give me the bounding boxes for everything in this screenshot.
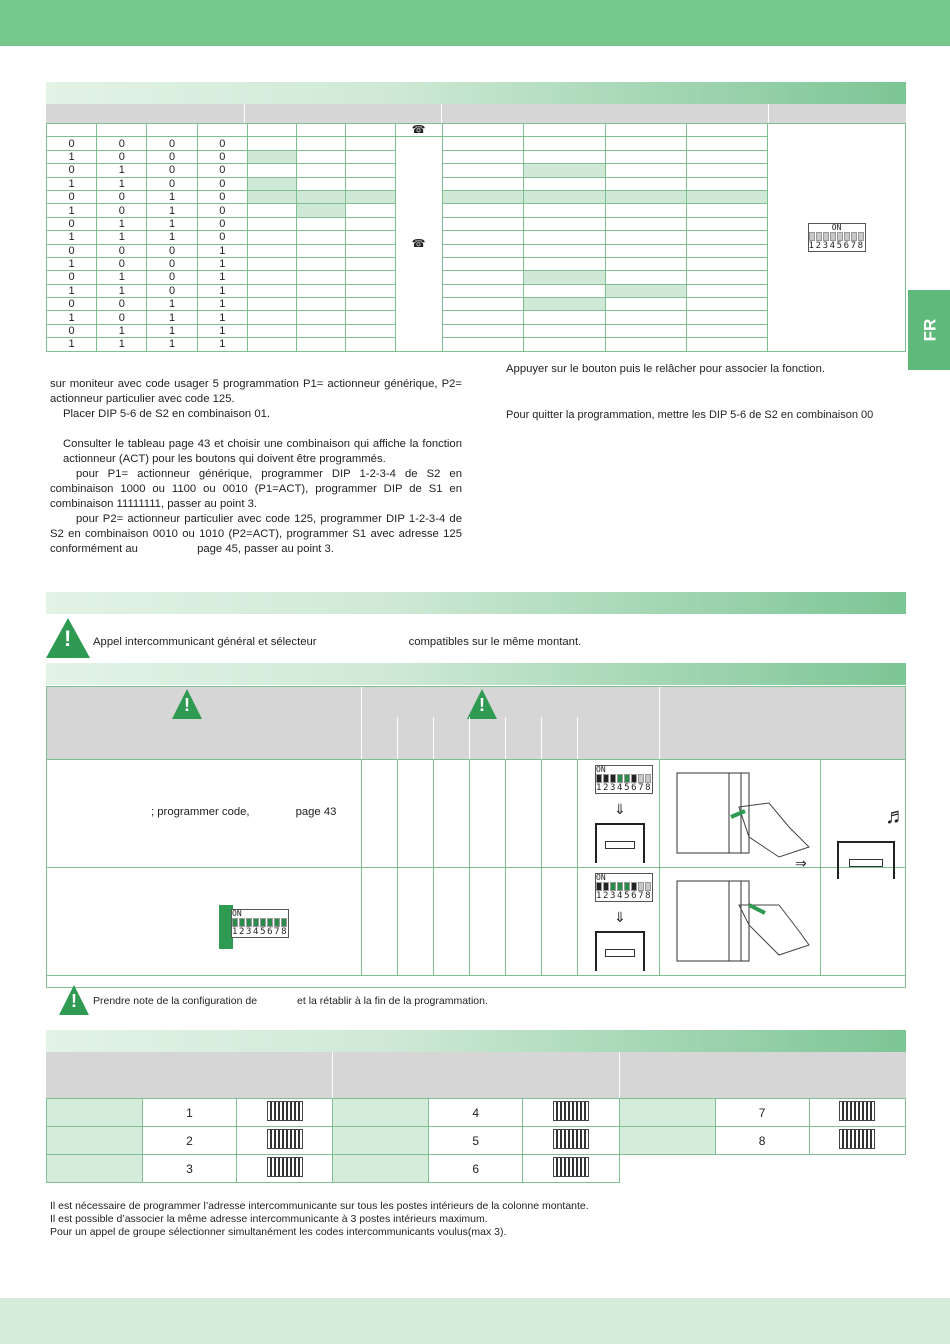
- combination-value: 1: [97, 231, 147, 244]
- combination-value: 1: [97, 338, 147, 351]
- combination-value: 1: [97, 271, 147, 284]
- combination-value: 0: [47, 217, 97, 230]
- program-code-text: ; programmer code, page 43: [151, 806, 337, 818]
- code-value: 4: [429, 1099, 523, 1127]
- code-value: 3: [142, 1155, 236, 1183]
- combination-value: 0: [147, 177, 197, 190]
- combination-value: 1: [47, 284, 97, 297]
- warning-text: Appel intercommunicant général et sélecteur compatibles sur le même montant.: [93, 636, 582, 648]
- code-value: 8: [715, 1127, 809, 1155]
- combination-value: 0: [97, 257, 147, 270]
- handset-icon: ☎: [395, 124, 442, 137]
- combination-value: 0: [97, 137, 147, 150]
- combination-value: 0: [97, 244, 147, 257]
- code-value: 1: [142, 1099, 236, 1127]
- code-value: 2: [142, 1127, 236, 1155]
- footer-notes: Il est nécessaire de programmer l’adresse intercommunicante sur tous les postes intérieurs de la colonne montante. Il est possible d’associer la même adresse intercommunicante à 3 postes intérieurs maximum. Pour un appel de groupe sélectionner simultanément les codes intercommunicants voulus(max 3).: [50, 1200, 589, 1238]
- combination-value: 1: [47, 338, 97, 351]
- combination-value: 1: [197, 311, 247, 324]
- section-header-4: [46, 1030, 906, 1052]
- combination-value: 0: [197, 177, 247, 190]
- combination-value: 0: [147, 244, 197, 257]
- combination-value: 0: [197, 231, 247, 244]
- config-note: Prendre note de la configuration de et la rétablir à la fin de la programmation.: [93, 995, 488, 1007]
- combination-value: 0: [197, 190, 247, 203]
- code-value: 6: [429, 1155, 523, 1183]
- handset-icon: ☎: [395, 137, 442, 351]
- combination-value: 0: [197, 137, 247, 150]
- combination-value: 0: [47, 298, 97, 311]
- code-value: 5: [429, 1127, 523, 1155]
- combination-value: 0: [147, 137, 197, 150]
- combination-value: 1: [97, 217, 147, 230]
- combination-value: 1: [47, 177, 97, 190]
- dip-switch: ON 12345678: [232, 909, 289, 937]
- combination-value: 0: [47, 137, 97, 150]
- section-header-3: [46, 663, 906, 685]
- combination-value: 0: [47, 190, 97, 203]
- monitor-press-illustration: [669, 767, 815, 861]
- combination-value: 1: [47, 150, 97, 163]
- monitor-press-illustration: [669, 875, 815, 969]
- combination-value: 1: [47, 204, 97, 217]
- combination-value: 1: [47, 231, 97, 244]
- combination-value: 1: [47, 311, 97, 324]
- combination-value: 1: [197, 257, 247, 270]
- codes-header: [46, 1052, 906, 1098]
- combination-value: 0: [147, 150, 197, 163]
- combination-value: 0: [147, 257, 197, 270]
- combination-value: 1: [197, 271, 247, 284]
- combination-value: 0: [97, 298, 147, 311]
- arrow-down-icon: ⇓: [614, 909, 626, 925]
- combination-value: 1: [197, 244, 247, 257]
- programming-text: sur moniteur avec code usager 5 programmation P1= actionneur générique, P2= actionneur particulier avec code 125. Placer DIP 5-6 de S2 en combinaison 01. Consulter le tableau page 43 et choisir une combinaison qui affiche la fonction actionneur (ACT) pour les boutons qui doivent être programmés. pour P1= actionneur générique, programmer DIP 1-2-3-4 de S2 en combinaison 1000 ou 1100 ou 0010 (P1=ACT), programmer DIP de S1 en combinaison 11111111, passer au point 3. pour P2= actionneur particulier avec code 125, programmer DIP 1-2-3-4 de S2 en combinaison 0010 ou 1010 (P2=ACT), programmer S1 avec adresse 125 conformément au page 45, passer au point 3.: [50, 378, 462, 555]
- dip-switch-mini: [553, 1101, 589, 1121]
- combination-value: 0: [147, 164, 197, 177]
- combination-value: 1: [97, 284, 147, 297]
- combination-value: 1: [147, 338, 197, 351]
- dip-cell: [768, 124, 906, 352]
- combination-value: 1: [197, 338, 247, 351]
- combination-value: 0: [147, 284, 197, 297]
- intercom-codes-table: [46, 1098, 906, 1183]
- combination-value: 1: [147, 298, 197, 311]
- combination-value: 1: [197, 284, 247, 297]
- combination-value: 0: [197, 217, 247, 230]
- combination-value: 1: [147, 324, 197, 337]
- led-indicator-icon: [595, 931, 645, 971]
- combination-value: 1: [147, 204, 197, 217]
- combination-value: 1: [197, 298, 247, 311]
- table1-header: [46, 104, 906, 123]
- combination-value: 1: [97, 177, 147, 190]
- combination-value: 1: [147, 311, 197, 324]
- code-value: 7: [715, 1099, 809, 1127]
- dip-switch-mini: [839, 1101, 875, 1121]
- section-header-1: [46, 82, 906, 104]
- programming-box: ! ! ; programmer code, page 43 ON 12345678 ⇓ ON 12345678 ⇓ ♬ ⇒ ON 12345678 ! Prendre note de la configuration de et la rétablir à la fin de la programmation.: [46, 686, 906, 988]
- combination-value: 0: [97, 150, 147, 163]
- language-tab[interactable]: FR: [908, 290, 950, 370]
- combination-value: 0: [197, 150, 247, 163]
- combination-value: 1: [197, 324, 247, 337]
- combination-value: 1: [147, 231, 197, 244]
- dip-switch-mini: [553, 1129, 589, 1149]
- dip-switch-mini: [553, 1157, 589, 1177]
- combination-value: 0: [197, 204, 247, 217]
- led-indicator-icon: [837, 841, 895, 879]
- combination-value: 0: [97, 311, 147, 324]
- dip-switch: ON 12345678: [596, 873, 653, 901]
- arrow-down-icon: ⇓: [614, 801, 626, 817]
- combination-value: 0: [47, 271, 97, 284]
- combination-value: 1: [97, 164, 147, 177]
- combination-value: 1: [147, 217, 197, 230]
- arrow-right-icon: ⇒: [795, 855, 807, 871]
- combination-value: 0: [147, 271, 197, 284]
- instruction-associate: Appuyer sur le bouton puis le relâcher pour associer la fonction.: [506, 363, 826, 375]
- dip-switch-mini: [267, 1157, 303, 1177]
- top-band: [0, 0, 950, 46]
- dip-switch: ON 12345678: [596, 765, 653, 793]
- dip-switch-mini: [839, 1129, 875, 1149]
- music-note-icon: ♬: [885, 803, 907, 828]
- combination-value: 0: [47, 244, 97, 257]
- combination-value: 1: [47, 257, 97, 270]
- dip-switch: ON 12345678: [808, 222, 865, 251]
- combination-value: 1: [147, 190, 197, 203]
- dip-switch-mini: [267, 1129, 303, 1149]
- dip-switch-mini: [267, 1101, 303, 1121]
- instruction-quit: Pour quitter la programmation, mettre les DIP 5-6 de S2 en combinaison 00: [506, 409, 874, 421]
- section-header-2: [46, 592, 906, 614]
- combination-value: 0: [97, 204, 147, 217]
- led-indicator-icon: [595, 823, 645, 863]
- combination-table: [46, 123, 906, 352]
- combination-value: 0: [47, 164, 97, 177]
- combination-value: 0: [47, 324, 97, 337]
- combination-value: 1: [97, 324, 147, 337]
- bottom-band: [0, 1298, 950, 1344]
- combination-value: 0: [197, 164, 247, 177]
- combination-value: 0: [97, 190, 147, 203]
